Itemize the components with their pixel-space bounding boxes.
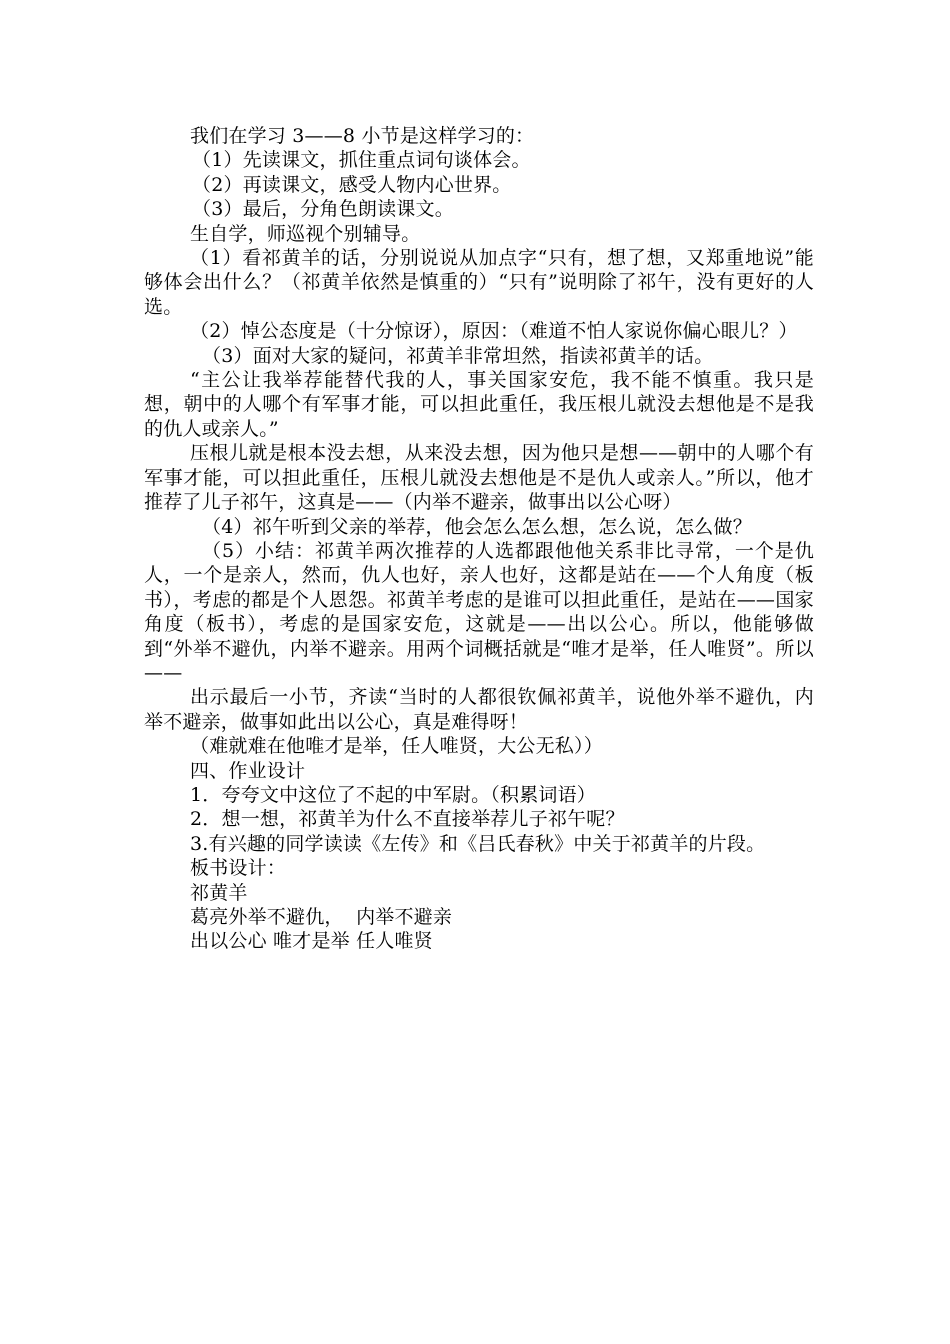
step-3-paragraph: （3）最后，分角色朗读课文。 <box>192 198 454 221</box>
homework-item-1: 1．夸夸文中这位了不起的中军尉。（积累词语） <box>190 783 596 806</box>
board-line-1: 葛亮外举不避仇， 内举不避亲 <box>190 906 453 928</box>
board-design-heading: 板书设计： <box>190 857 287 880</box>
board-line-2: 出以公心 唯才是举 任人唯贤 <box>190 930 433 953</box>
intro-paragraph: 我们在学习 3——8 小节是这样学习的： <box>190 125 535 147</box>
summary-paragraph: （5）小结：祁黄羊两次推荐的人选都跟他他关系非比寻常，一个是仇人，一个是亲人，然而，仇人也好，亲人也好，这都是站在——个人角度（板书），考虑的都是个人恩怨。祁黄羊考虑的是谁可以担此重任，是站在——国家角度（板书），考虑的是国家安危，这就是——出以公心。所以，他能够做到“外举不避仇，内举不避亲。用两个词概括就是“唯才是举，任人唯贤”。所以—— <box>144 539 814 684</box>
board-title: 祁黄羊 <box>190 881 248 904</box>
document-body <box>144 124 814 954</box>
analysis-2-paragraph: （2）悼公态度是（十分惊讶），原因：（难道不怕人家说你偏心眼儿？） <box>190 320 798 343</box>
analysis-1-paragraph: （1）看祁黄羊的话，分别说说从加点字“只有，想了想，又郑重地说”能够体会出什么？（祁黄羊依然是慎重的）“只有”说明除了祁午，没有更好的人选。 <box>144 247 814 318</box>
explanation-paragraph: 压根儿就是根本没去想，从来没去想，因为他只是想——朝中的人哪个有军事才能，可以担此重任，压根儿就没去想他是不是仇人或亲人。”所以，他才推荐了儿子祁午，这真是——（内举不避亲，做事出以公心呀） <box>144 442 814 514</box>
conclusion-paragraph: （难就难在他唯才是举，任人唯贤，大公无私）） <box>190 735 603 758</box>
analysis-4-paragraph: （4）祁午听到父亲的举荐，他会怎么怎么想，怎么说，怎么做？ <box>202 515 752 538</box>
homework-item-2: 2．想一想，祁黄羊为什么不直接举荐儿子祁午呢？ <box>190 808 625 831</box>
homework-item-3: 3.有兴趣的同学读读《左传》和《吕氏春秋》中关于祁黄羊的片段。 <box>190 832 766 855</box>
self-study-paragraph: 生自学，师巡视个别辅导。 <box>190 222 421 245</box>
final-reading-paragraph: 出示最后一小节，齐读“当时的人都很钦佩祁黄羊，说他外举不避仇，内举不避亲，做事如此出以公心，真是难得呀！ <box>144 686 814 733</box>
step-1-paragraph: （1）先读课文，抓住重点词句谈体会。 <box>192 149 531 172</box>
analysis-3-paragraph: （3）面对大家的疑问，祁黄羊非常坦然，指读祁黄羊的话。 <box>202 344 714 367</box>
step-2-paragraph: （2）再读课文，感受人物内心世界。 <box>192 173 512 196</box>
homework-heading: 四、作业设计 <box>190 759 306 782</box>
quote-paragraph: “主公让我举荐能替代我的人，事关国家安危，我不能不慎重。我只是想，朝中的人哪个有军事才能，可以担此重任，我压根儿就没去想他是不是我的仇人或亲人。” <box>144 369 814 440</box>
